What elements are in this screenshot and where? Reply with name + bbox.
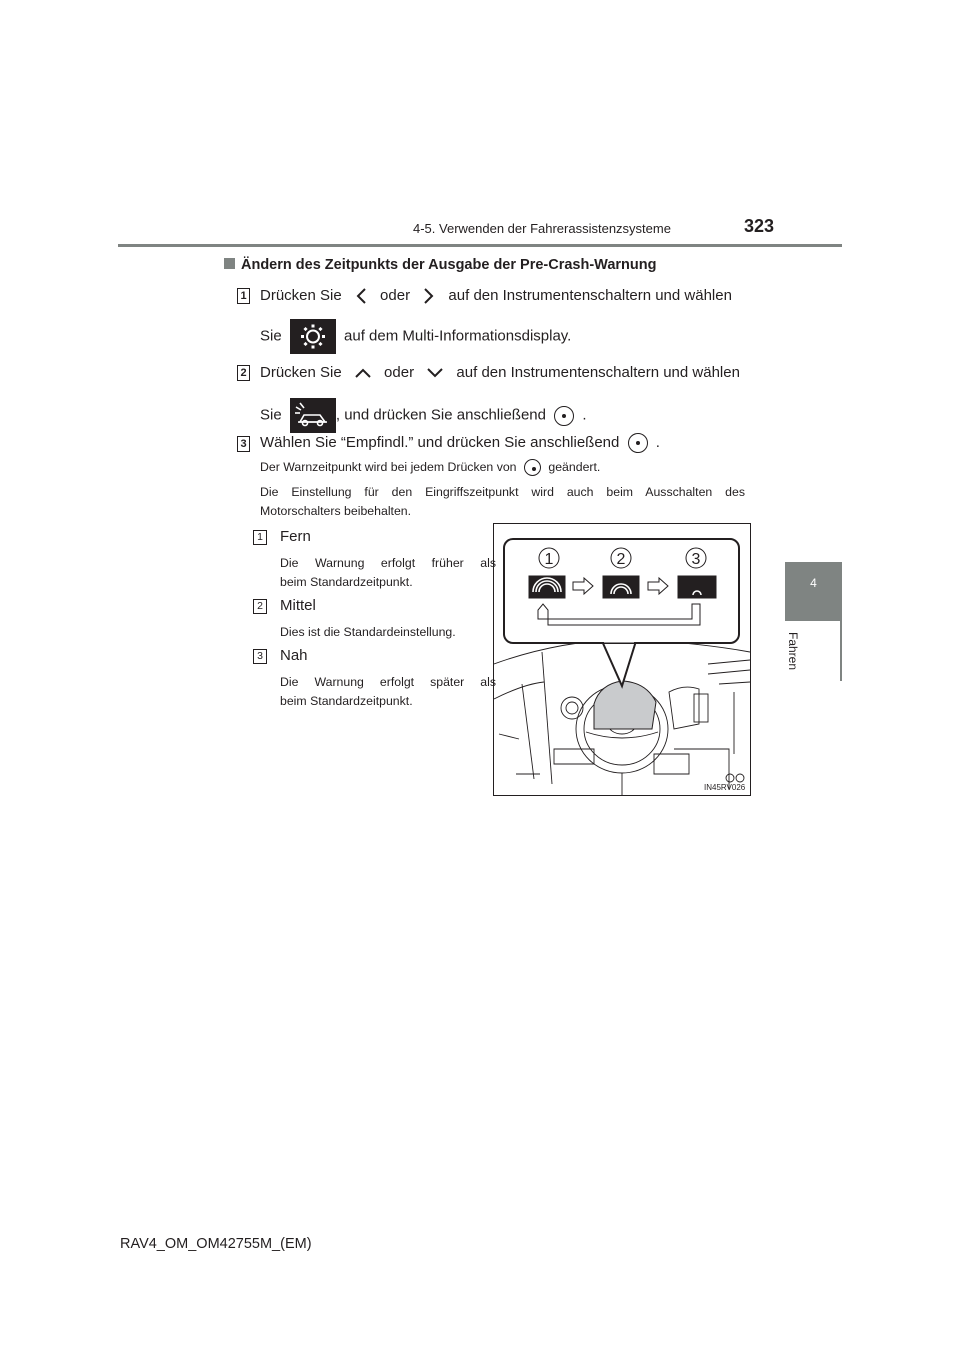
running-header: 4-5. Verwenden der Fahrerassistenzsysteme <box>413 221 671 236</box>
step-text: Wählen Sie “Empfindl.” und drücken Sie anschließend <box>260 433 620 451</box>
option-desc-line: beim Standardzeitpunkt. <box>280 575 413 589</box>
step-text: . <box>582 406 587 424</box>
step-text: oder <box>384 364 415 381</box>
chevron-right-icon <box>422 287 436 305</box>
dashboard-illustration <box>493 523 751 796</box>
option-desc-line: Die Warnung erfolgt früher als <box>280 556 496 570</box>
note-2-line-2: Motorschalters beibehalten. <box>260 504 412 518</box>
step-text: Drücken Sie <box>260 364 342 381</box>
ok-button-icon <box>628 433 648 453</box>
illustration-code: IN45RV026 <box>704 783 746 792</box>
step-number-1: 1 <box>237 288 250 304</box>
chapter-tab-label: Fahren <box>786 632 800 671</box>
ok-button-icon <box>554 406 574 426</box>
heading-square-icon <box>224 258 235 269</box>
option-number-2: 2 <box>253 599 267 614</box>
step-2-line-1 <box>260 364 740 381</box>
header-rule <box>118 244 842 247</box>
step-text: Sie <box>260 406 282 424</box>
option-title-mittel: Mittel <box>280 597 316 614</box>
chapter-tab-line <box>840 621 842 681</box>
display-highlight <box>594 681 656 729</box>
section-heading-text: Ändern des Zeitpunkts der Ausgabe der Pre-Crash-Warnung <box>241 257 657 273</box>
step-text: . <box>655 433 660 451</box>
chevron-down-icon <box>426 366 444 380</box>
page-number: 323 <box>744 216 775 236</box>
callout-2: 2 <box>616 551 626 568</box>
step-text: , und drücken Sie anschließend <box>335 406 546 424</box>
step-text: oder <box>380 287 411 304</box>
option-title-fern: Fern <box>280 528 311 545</box>
chapter-tab-number: 4 <box>810 576 817 590</box>
step-number-3: 3 <box>237 436 250 452</box>
step-text: Sie <box>260 327 282 345</box>
option-desc-line: beim Standardzeitpunkt. <box>280 694 413 708</box>
footer-doc-id: RAV4_OM_OM42755M_(EM) <box>120 1236 312 1252</box>
distance-near-icon <box>678 576 716 598</box>
chevron-left-icon <box>354 287 368 305</box>
note-1 <box>260 459 600 476</box>
step-number-2: 2 <box>237 365 250 381</box>
option-title-nah: Nah <box>280 647 308 664</box>
callout-1: 1 <box>544 551 554 568</box>
pre-crash-warning-icon <box>290 398 336 433</box>
option-desc-line: Dies ist die Standardeinstellung. <box>280 625 456 639</box>
note-text: geändert. <box>548 459 601 474</box>
option-number-1: 1 <box>253 530 267 545</box>
step-2-line-2 <box>260 398 587 433</box>
option-number-3: 3 <box>253 649 267 664</box>
step-3-line-1 <box>260 433 660 453</box>
section-heading <box>224 257 656 273</box>
step-text: auf den Instrumentenschaltern und wählen <box>448 287 732 304</box>
chapter-tab <box>785 562 842 621</box>
option-desc-line: Die Warnung erfolgt später als <box>280 675 496 689</box>
callout-3: 3 <box>691 551 701 568</box>
step-text: Drücken Sie <box>260 287 342 304</box>
ok-button-icon <box>524 459 541 476</box>
step-text: auf dem Multi-Informationsdisplay. <box>344 327 572 345</box>
step-1-line-2 <box>260 319 571 354</box>
distance-middle-icon <box>603 576 639 598</box>
note-2-line-1: Die Einstellung für den Eingriffszeitpunkt wird auch beim Ausschalten des <box>260 485 745 499</box>
settings-gear-icon <box>290 319 336 354</box>
step-1-line-1 <box>260 287 732 305</box>
chevron-up-icon <box>354 366 372 380</box>
note-text: Der Warnzeitpunkt wird bei jedem Drücken von <box>260 459 517 474</box>
step-text: auf den Instrumentenschaltern und wählen <box>456 364 740 381</box>
distance-far-icon <box>529 576 565 598</box>
